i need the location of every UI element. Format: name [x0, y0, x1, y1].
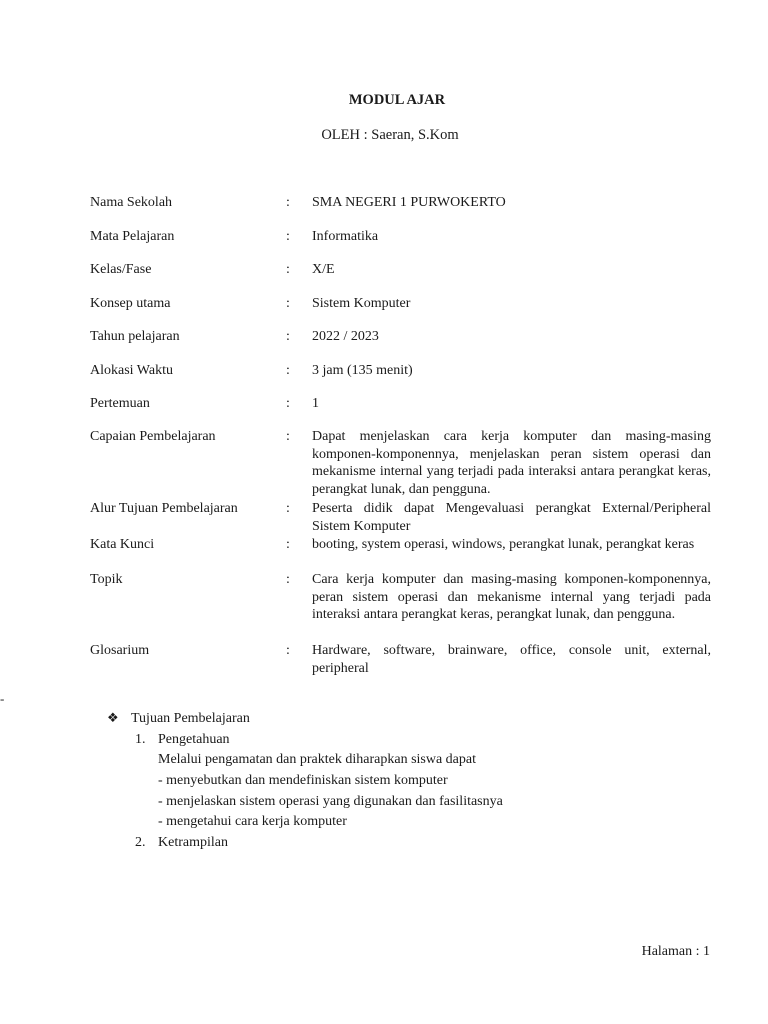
info-colon: :	[286, 363, 290, 378]
list-subline: - mengetahui cara kerja komputer	[158, 814, 347, 829]
diamond-bullet-icon: ❖	[107, 711, 119, 726]
info-label: Alokasi Waktu	[90, 363, 173, 378]
info-colon: :	[286, 296, 290, 311]
info-colon: :	[286, 572, 290, 587]
info-value: Peserta didik dapat Mengevaluasi perangkat External/Peripheral Sistem Komputer	[312, 501, 711, 534]
document-author: OLEH : Saeran, S.Kom	[321, 127, 459, 143]
info-label: Glosarium	[90, 643, 150, 658]
info-colon: :	[286, 643, 290, 658]
info-label: Capaian Pembelajaran	[90, 429, 216, 444]
list-label: Ketrampilan	[158, 835, 228, 850]
info-colon: :	[286, 229, 290, 244]
info-label: Nama Sekolah	[90, 195, 173, 210]
section-heading	[107, 711, 250, 727]
info-label: Kelas/Fase	[90, 262, 152, 277]
section-title: Tujuan Pembelajaran	[131, 711, 250, 726]
page-number: Halaman : 1	[641, 944, 710, 959]
info-value: X/E	[312, 262, 335, 277]
info-colon: :	[286, 396, 290, 411]
info-colon: :	[286, 262, 290, 277]
info-colon: :	[286, 429, 290, 444]
list-label: Pengetahuan	[158, 732, 230, 747]
list-subline: Melalui pengamatan dan praktek diharapkan siswa dapat	[158, 752, 476, 767]
list-subline: - menyebutkan dan mendefiniskan sistem komputer	[158, 773, 448, 788]
info-colon: :	[286, 329, 290, 344]
info-value: Hardware, software, brainware, office, console unit, external, peripheral	[312, 643, 711, 676]
info-value: Sistem Komputer	[312, 296, 411, 311]
info-label: Alur Tujuan Pembelajaran	[90, 501, 238, 516]
list-item-ketrampilan	[135, 835, 228, 851]
info-value: booting, system operasi, windows, perangkat lunak, perangkat keras	[312, 537, 695, 552]
info-value: Informatika	[312, 229, 379, 244]
list-number: 2.	[135, 835, 146, 850]
info-value: Cara kerja komputer dan masing-masing komponen-komponennya, peran sistem operasi dan mekanisme internal yang terjadi pada interaksi antara perangkat keras, perangkat lunak, dan pengguna.	[312, 572, 711, 622]
info-label: Kata Kunci	[90, 537, 155, 552]
info-colon: :	[286, 501, 290, 516]
list-subline: - menjelaskan sistem operasi yang digunakan dan fasilitasnya	[158, 794, 503, 809]
info-label: Topik	[90, 572, 123, 587]
info-value: SMA NEGERI 1 PURWOKERTO	[312, 195, 506, 210]
info-value: 2022 / 2023	[312, 329, 379, 344]
document-title: MODUL AJAR	[348, 92, 446, 108]
stray-dash: -	[0, 691, 5, 706]
info-colon: :	[286, 195, 290, 210]
info-value: Dapat menjelaskan cara kerja komputer dan masing-masing komponen-komponennya, menjelaskan peran sistem operasi dan mekanisme internal yang terjadi pada interaksi antara perangkat keras, perangkat lunak, dan pengguna.	[312, 429, 711, 497]
info-value: 3 jam (135 menit)	[312, 363, 413, 378]
info-value: 1	[312, 396, 319, 411]
list-item-pengetahuan	[135, 732, 230, 748]
list-number: 1.	[135, 732, 146, 747]
info-label: Tahun pelajaran	[90, 329, 180, 344]
info-label: Pertemuan	[90, 396, 150, 411]
info-colon: :	[286, 537, 290, 552]
info-label: Konsep utama	[90, 296, 171, 311]
info-label: Mata Pelajaran	[90, 229, 175, 244]
